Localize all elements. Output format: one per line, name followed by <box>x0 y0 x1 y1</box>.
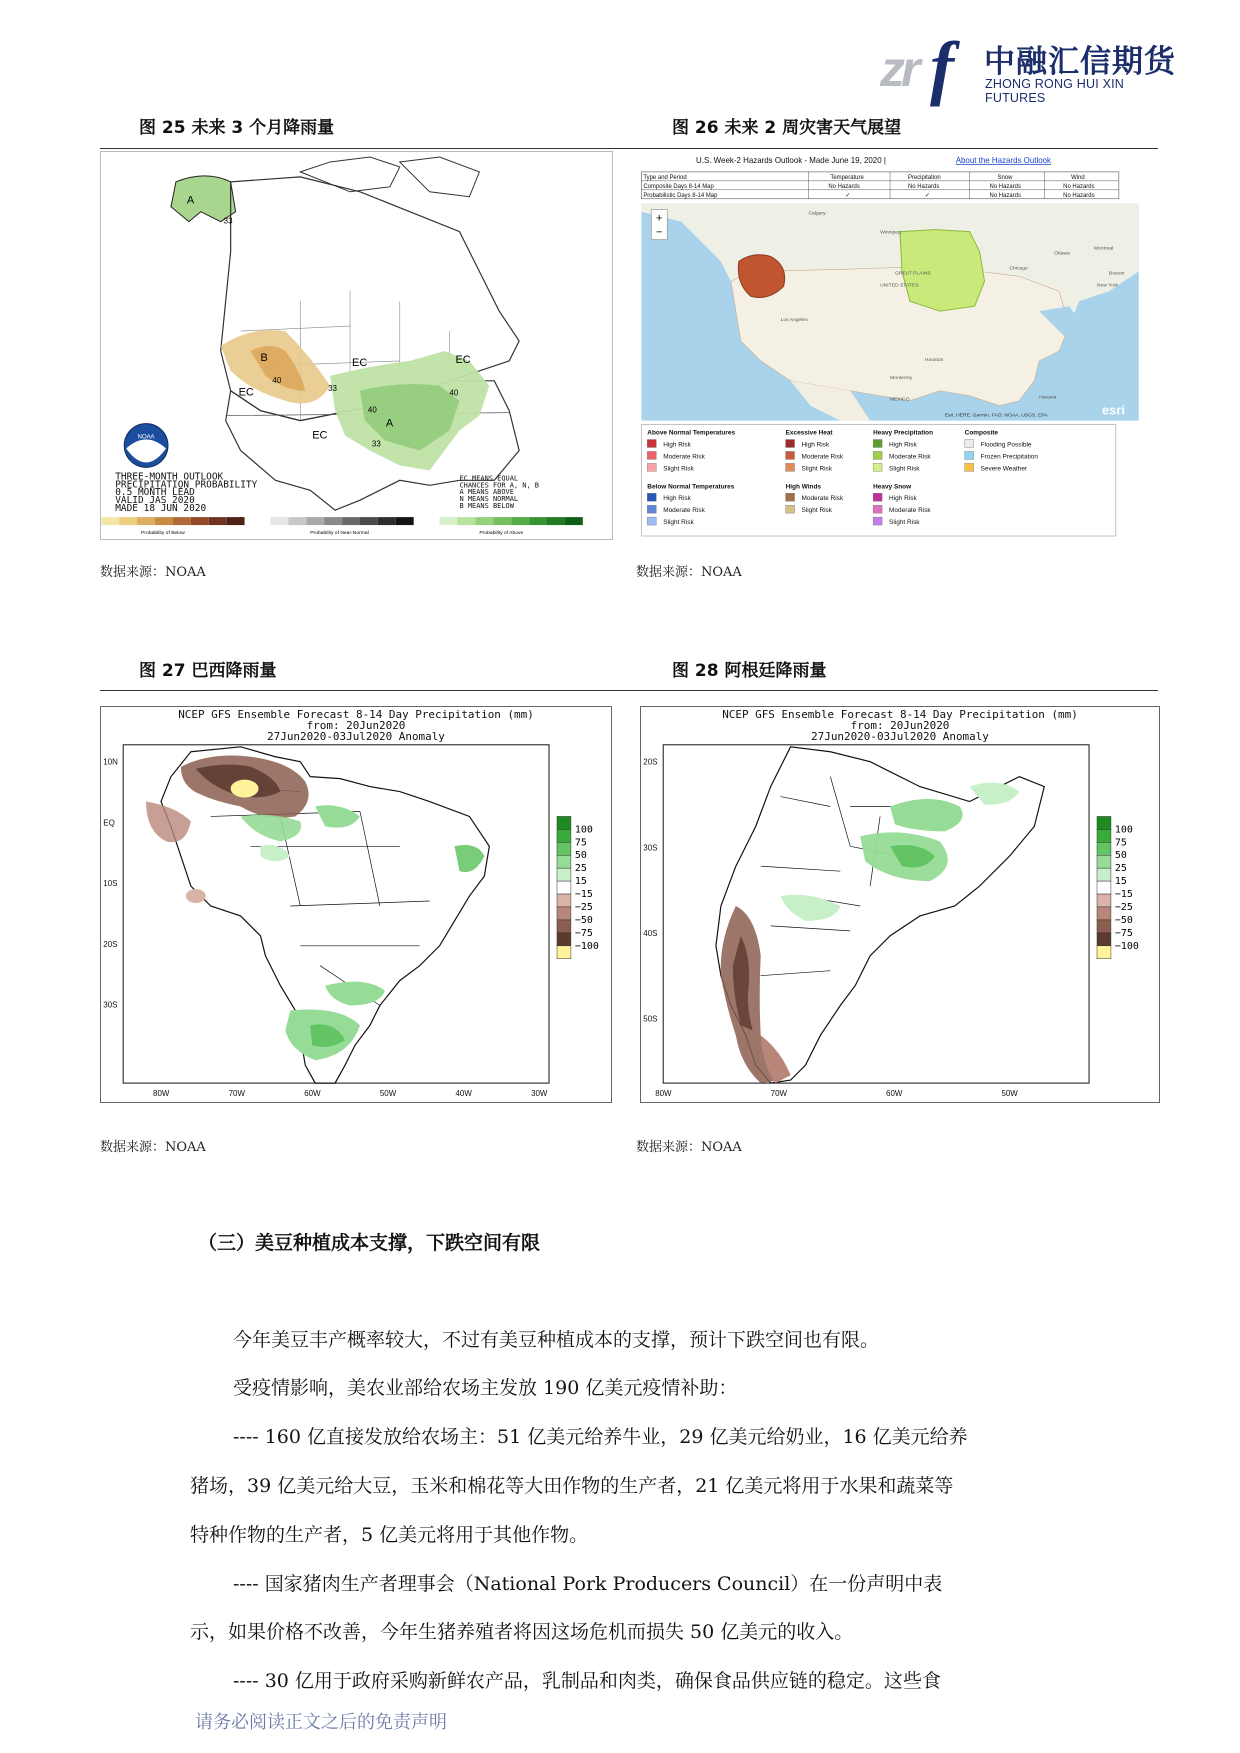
fig25-caption-5: MADE 18 JUN 2020 <box>115 503 207 515</box>
fig27-line2: from: 20Jun2020 <box>306 718 406 732</box>
disclaimer-footer: 请务必阅读正文之后的免责声明 <box>195 1712 447 1733</box>
fig28-colorbar-label: −100 <box>1114 940 1139 952</box>
logo-mark-zr: zr <box>880 41 917 97</box>
fig28-colorbar-swatch <box>1097 868 1111 881</box>
fig28-colorbar-label: 100 <box>1114 824 1133 836</box>
fig25-legend-1: EC MEANS EQUAL <box>459 474 519 483</box>
noaa-logo <box>124 424 168 468</box>
fig26-legend-heading: High Winds <box>785 483 822 491</box>
fig26-legend-swatch <box>873 493 882 501</box>
fig26-legend-item: Flooding Possible <box>980 441 1032 449</box>
fig26-legend-item: Severe Weather <box>980 465 1028 473</box>
figure-28-svg <box>641 707 1159 1102</box>
fig26-legend-swatch <box>647 440 656 448</box>
fig26-header: U.S. Week-2 Hazards Outlook - Made June 19, 2020 | <box>696 155 886 165</box>
fig26-legend-item: Slight Risk <box>889 465 920 473</box>
fig25-scale-below: Probability of Below <box>141 531 185 537</box>
fig26-city-havana: Havana <box>1039 395 1057 401</box>
fig27-line3: 27Jun2020-03Jul2020 Anomaly <box>267 729 445 743</box>
fig27-lon-80w: 80W <box>153 1089 170 1099</box>
fig28-line1: NCEP GFS Ensemble Forecast 8-14 Day Precipitation (mm) <box>722 707 1078 721</box>
figure-27-svg <box>101 707 611 1102</box>
fig25-scale-normal: Probability of Near-Normal <box>310 531 369 537</box>
fig27-colorbar-swatch <box>557 907 571 920</box>
figure-27-title: 图 27 巴西降雨量 <box>139 661 277 681</box>
fig26-legend-heading: Heavy Precipitation <box>873 429 934 437</box>
fig26-legend-swatch <box>965 463 974 471</box>
logo-name-cn: 中融汇信期货 <box>984 44 1176 80</box>
fig28-lat-50s: 50S <box>643 1014 658 1024</box>
fig27-colorbar-label: −50 <box>574 914 593 926</box>
fig27-colorbar-swatch <box>557 855 571 868</box>
fig26-legend-item: Frozen Precipitation <box>980 453 1038 461</box>
figure-25-source: 数据来源：NOAA <box>100 565 206 580</box>
fig27-colorbar-swatch <box>557 842 571 855</box>
fig26-legend-swatch <box>786 505 795 513</box>
fig28-line3: 27Jun2020-03Jul2020 Anomaly <box>811 729 989 743</box>
fig28-lat-40s: 40S <box>643 928 658 938</box>
fig26-zoom-in[interactable]: + <box>656 212 663 225</box>
fig28-colorbar-swatch <box>1097 829 1111 842</box>
fig26-legend-item: High Risk <box>663 441 691 449</box>
fig28-colorbar-label: 15 <box>1114 876 1127 888</box>
fig26-r2-snow: No Hazards <box>989 192 1021 199</box>
fig27-lat-30s: 30S <box>103 1000 118 1010</box>
fig28-line2: from: 20Jun2020 <box>850 718 950 732</box>
fig26-city-calgary: Calgary <box>808 211 826 217</box>
fig26-r2-wind: No Hazards <box>1063 192 1095 199</box>
fig27-colorbar-label: 75 <box>574 837 587 849</box>
fig26-attribution: Esri, HERE, Garmin, FAO, NOAA, USGS, EPA <box>944 413 1048 419</box>
fig26-city-chicago: Chicago <box>1009 266 1028 272</box>
fig28-colorbar-swatch <box>1097 894 1111 907</box>
fig28-colorbar-swatch <box>1097 842 1111 855</box>
fig26-legend-swatch <box>647 493 656 501</box>
paragraph-3-line-3: 特种作物的生产者，5 亿美元将用于其他作物。 <box>190 1524 589 1546</box>
fig26-th-temp: Temperature <box>830 174 864 181</box>
fig27-colorbar-swatch <box>557 868 571 881</box>
fig25-caption-1: THREE-MONTH OUTLOOK <box>115 471 224 483</box>
fig26-legend-item: High Risk <box>889 441 917 449</box>
fig25-caption-3: 0.5 MONTH LEAD <box>115 487 195 499</box>
fig26-r1-wind: No Hazards <box>1063 183 1095 190</box>
title-rule-2 <box>100 690 1158 691</box>
figure-26-source: 数据来源：NOAA <box>636 565 742 580</box>
fig28-lat-30s: 30S <box>643 843 658 853</box>
noaa-logo-text: NOAA <box>137 434 155 441</box>
fig26-city-ottawa: Ottawa <box>1054 251 1070 257</box>
fig28-colorbar-label: −50 <box>1114 914 1133 926</box>
fig26-zoom-out[interactable]: − <box>656 226 663 239</box>
fig26-legend-heading: Composite <box>964 429 999 437</box>
section-heading: （三）美豆种植成本支撑，下跌空间有限 <box>198 1232 541 1254</box>
fig27-colorbar-label: 15 <box>574 876 587 888</box>
fig26-th-precip: Precipitation <box>907 174 941 181</box>
fig27-lon-40w: 40W <box>455 1089 472 1099</box>
fig26-th-wind: Wind <box>1071 174 1085 181</box>
fig26-legend-swatch <box>873 440 882 448</box>
fig26-city-boston: Boston <box>1108 271 1125 277</box>
figure-27-source: 数据来源：NOAA <box>100 1140 206 1155</box>
fig28-colorbar-swatch <box>1097 907 1111 920</box>
fig26-legend-swatch <box>965 451 974 459</box>
fig26-legend-swatch <box>647 517 656 525</box>
figure-28-title: 图 28 阿根廷降雨量 <box>672 661 827 681</box>
fig27-colorbar-label: 50 <box>574 850 587 862</box>
fig27-colorbar-swatch <box>557 920 571 933</box>
fig28-lon-60w: 60W <box>886 1089 903 1099</box>
fig27-colorbar-label: −15 <box>574 889 593 901</box>
figure-27-map <box>100 706 612 1103</box>
fig26-legend-item: Slight Risk <box>801 507 832 515</box>
fig26-legend-swatch <box>873 451 882 459</box>
fig26-th-snow: Snow <box>997 174 1013 181</box>
fig26-r1-temp: No Hazards <box>828 183 860 190</box>
fig25-legend-5: B MEANS BELOW <box>459 502 514 511</box>
fig27-lat-10s: 10S <box>103 879 118 889</box>
figure-26-svg <box>641 152 1158 539</box>
fig28-lon-80w: 80W <box>655 1089 672 1099</box>
fig26-legend-item: Slight Risk <box>663 465 694 473</box>
fig26-city-houston: Houston <box>924 357 944 363</box>
fig26-legend-item: Moderate Risk <box>663 507 705 515</box>
fig27-lon-70w: 70W <box>228 1089 245 1099</box>
fig26-city-monterrey: Monterrey <box>890 375 913 381</box>
fig26-legend-swatch <box>647 505 656 513</box>
fig26-r2-precip[interactable]: ✓ <box>924 192 930 199</box>
fig27-lat-20s: 20S <box>103 939 118 949</box>
paragraph-4: ---- 国家猪肉生产者理事会（National Pork Producers Council）在一份声明中表 <box>233 1573 943 1595</box>
fig27-line1: NCEP GFS Ensemble Forecast 8-14 Day Precipitation (mm) <box>178 707 534 721</box>
fig26-city-winnipeg: Winnipeg <box>880 230 901 236</box>
fig25-label-33c: 33 <box>371 439 381 449</box>
fig27-lon-30w: 30W <box>531 1089 548 1099</box>
fig26-legend-swatch <box>873 517 882 525</box>
fig25-label-b: B <box>260 351 268 364</box>
fig26-legend-heading: Below Normal Temperatures <box>647 483 735 491</box>
fig26-legend-item: High Risk <box>889 495 917 503</box>
fig26-city-la: Los Angeles <box>780 318 808 324</box>
fig26-legend-item: Slight Risk <box>663 519 694 527</box>
fig26-legend-swatch <box>647 451 656 459</box>
fig25-caption-2: PRECIPITATION PROBABILITY <box>115 479 258 491</box>
fig26-legend-heading: Excessive Heat <box>785 429 833 437</box>
figure-25-title: 图 25 未来 3 个月降雨量 <box>139 118 335 138</box>
paragraph-4-line-2: 示，如果价格不改善，今年生猪养殖者将因这场危机而损失 50 亿美元的收入。 <box>190 1621 854 1643</box>
fig28-colorbar-swatch <box>1097 881 1111 894</box>
fig26-map[interactable] <box>641 204 1138 421</box>
fig27-colorbar-label: 100 <box>574 824 593 836</box>
fig26-legend-swatch <box>786 493 795 501</box>
fig26-city-newyork: New York <box>1096 283 1118 289</box>
fig26-country-mexico: MEXICO <box>890 397 910 403</box>
fig25-label-ec4: EC <box>455 353 471 366</box>
fig25-label-a2: A <box>385 417 394 430</box>
fig26-legend-item: Moderate Risk <box>801 453 844 461</box>
fig28-colorbar-swatch <box>1097 946 1111 959</box>
fig26-city-montreal: Montreal <box>1093 246 1114 252</box>
fig26-legend-item: High Risk <box>801 441 830 449</box>
fig28-colorbar-label: −15 <box>1114 889 1133 901</box>
fig28-colorbar-label: −25 <box>1114 901 1133 913</box>
fig26-zoom-control <box>651 210 667 240</box>
figure-26-panel <box>640 151 1159 540</box>
logo-name-en: ZHONG RONG HUI XIN FUTURES <box>985 77 1125 105</box>
fig26-legend-item: Slight Risk <box>889 519 920 527</box>
fig27-colorbar-label: −25 <box>574 901 593 913</box>
fig27-lat-10n: 10N <box>103 757 118 767</box>
paragraph-3: ---- 160 亿直接发放给农场主：51 亿美元给养牛业，29 亿美元给奶业，16 亿美元给养 <box>233 1426 968 1448</box>
fig27-lat-eq: EQ <box>103 818 115 828</box>
fig26-th-type: Type and Period <box>643 174 687 181</box>
fig27-colorbar-swatch <box>557 829 571 842</box>
paragraph-2: 受疫情影响，美农业部给农场主发放 190 亿美元疫情补助： <box>233 1377 738 1399</box>
fig26-legend-swatch <box>786 451 795 459</box>
fig25-label-a1: A <box>186 194 195 207</box>
fig28-colorbar-label: −75 <box>1114 927 1133 939</box>
fig28-lon-70w: 70W <box>770 1089 787 1099</box>
fig27-colorbar-swatch <box>557 946 571 959</box>
fig28-colorbar-swatch <box>1097 816 1111 829</box>
fig28-colorbar-label: 25 <box>1114 863 1127 875</box>
fig26-legend-item: Moderate Risk <box>801 495 844 503</box>
fig28-colorbar-label: 50 <box>1114 850 1127 862</box>
fig25-label-ec2: EC <box>352 356 368 369</box>
fig27-lon-50w: 50W <box>379 1089 397 1099</box>
fig27-colorbar-swatch <box>557 881 571 894</box>
fig25-label-33b: 33 <box>328 383 337 393</box>
fig26-r1-precip: No Hazards <box>907 183 940 190</box>
fig26-r1-type[interactable]: Composite Days 8-14 Map <box>643 183 714 190</box>
fig26-country-us: UNITED STATES <box>880 283 919 289</box>
company-logo <box>880 27 1180 107</box>
title-rule-1 <box>100 148 1158 149</box>
fig28-colorbar-label: 75 <box>1114 837 1127 849</box>
esri-logo: esri <box>1101 402 1125 418</box>
fig28-colorbar-swatch <box>1097 855 1111 868</box>
fig26-legend-heading: Above Normal Temperatures <box>647 429 736 437</box>
fig26-legend-item: Moderate Risk <box>663 453 705 461</box>
fig25-caption-4: VALID JAS 2020 <box>115 495 195 507</box>
paragraph-1: 今年美豆丰产概率较大，不过有美豆种植成本的支撑，预计下跌空间也有限。 <box>233 1329 880 1351</box>
fig26-legend-item: Moderate Risk <box>889 507 931 515</box>
fig26-r1-snow: No Hazards <box>989 183 1021 190</box>
fig25-label-ec1: EC <box>238 386 254 399</box>
fig27-lon-60w: 60W <box>304 1089 321 1099</box>
fig25-label-33a: 33 <box>223 216 233 226</box>
figure-25-svg <box>101 152 612 539</box>
fig27-colorbar-swatch <box>557 894 571 907</box>
fig26-header-link[interactable]: About the Hazards Outlook <box>955 155 1052 165</box>
fig26-legend-heading: Heavy Snow <box>873 483 912 491</box>
fig25-scale-above: Probability of Above <box>479 531 524 537</box>
fig26-r2-temp[interactable]: ✓ <box>845 192 851 199</box>
fig26-legend-swatch <box>965 440 974 448</box>
fig27-colorbar-label: −75 <box>574 927 593 939</box>
fig26-legend-swatch <box>873 505 882 513</box>
fig25-label-40b: 40 <box>367 405 377 415</box>
fig28-colorbar-swatch <box>1097 933 1111 946</box>
fig27-colorbar-swatch <box>557 816 571 829</box>
fig26-legend-swatch <box>647 463 656 471</box>
fig26-legend-swatch <box>786 463 795 471</box>
fig26-legend-swatch <box>873 463 882 471</box>
fig25-legend-3: A MEANS ABOVE <box>459 488 514 497</box>
fig25-label-40c: 40 <box>449 388 459 398</box>
fig25-legend-4: N MEANS NORMAL <box>459 495 519 504</box>
fig26-legend-item: High Risk <box>663 495 691 503</box>
fig28-colorbar-swatch <box>1097 920 1111 933</box>
fig27-colorbar-label: 25 <box>574 863 587 875</box>
fig28-lat-20s: 20S <box>643 757 658 767</box>
fig25-legend-2: CHANCES FOR A, N, B <box>459 481 540 490</box>
fig26-region-plains: GREAT PLAINS <box>895 271 931 277</box>
fig25-label-40a: 40 <box>272 375 282 385</box>
figure-26-title: 图 26 未来 2 周灾害天气展望 <box>672 118 902 138</box>
figure-28-source: 数据来源：NOAA <box>636 1140 742 1155</box>
paragraph-3-line-2: 猪场，39 亿美元给大豆，玉米和棉花等大田作物的生产者，21 亿美元将用于水果和蔬菜等 <box>190 1475 954 1497</box>
fig26-legend-item: Moderate Risk <box>889 453 931 461</box>
paragraph-5: ---- 30 亿用于政府采购新鲜农产品，乳制品和肉类，确保食品供应链的稳定。这些食 <box>233 1670 941 1692</box>
fig26-legend-item: Slight Risk <box>801 465 832 473</box>
figure-28-map <box>640 706 1160 1103</box>
fig27-colorbar-label: −100 <box>574 940 599 952</box>
logo-mark-f: f <box>930 27 954 107</box>
fig25-label-ec3: EC <box>312 429 328 442</box>
fig27-colorbar-swatch <box>557 933 571 946</box>
figure-25-map <box>100 151 613 540</box>
fig26-r2-type[interactable]: Probabilistic Days 8-14 Map <box>643 192 718 199</box>
fig28-lon-50w: 50W <box>1001 1089 1018 1099</box>
fig26-legend-swatch <box>786 440 795 448</box>
